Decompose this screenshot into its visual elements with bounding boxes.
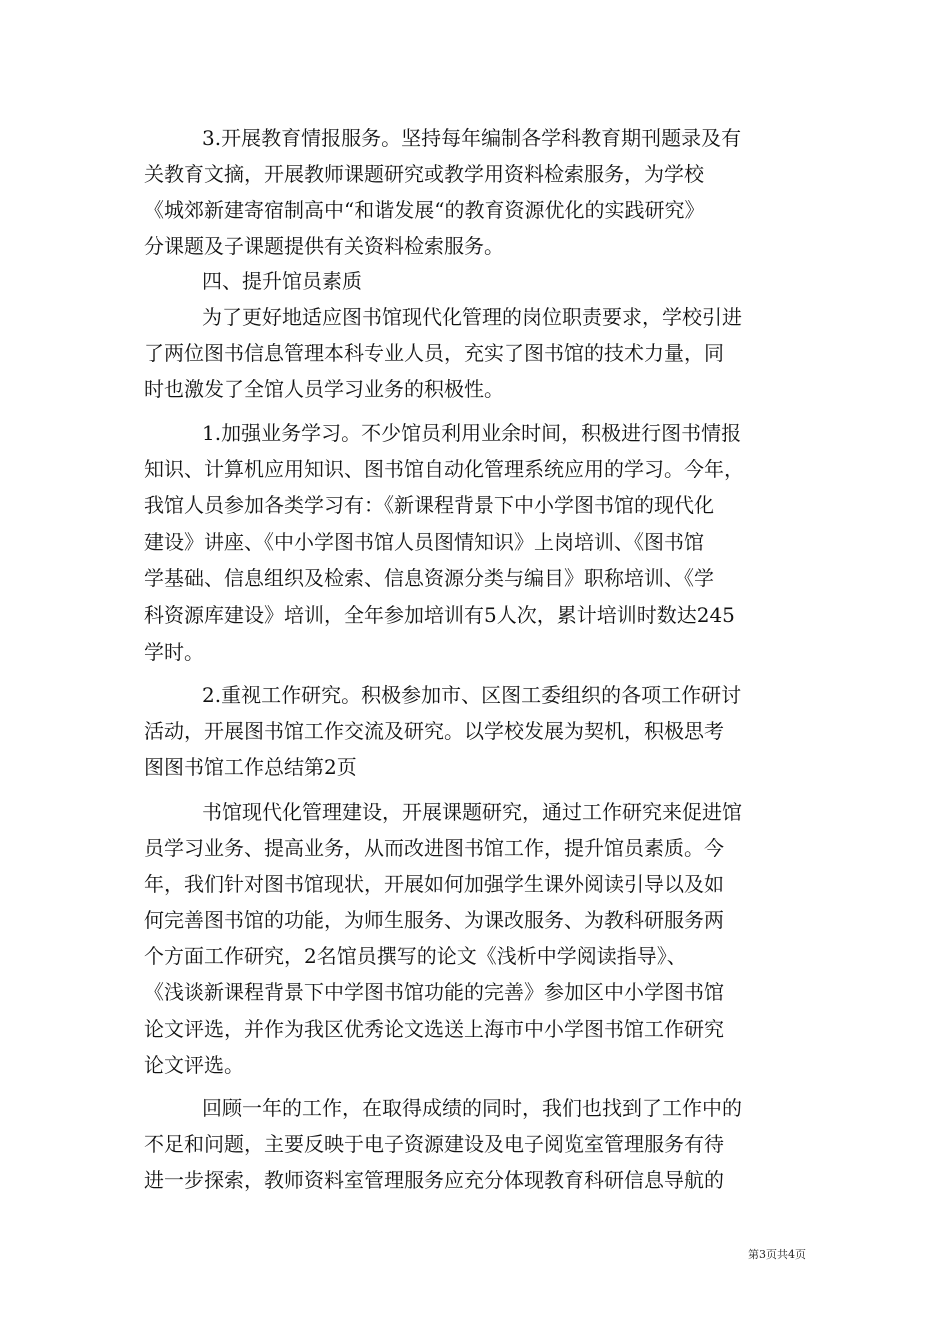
text-line: 我馆人员参加各类学习有：《新课程背景下中小学图书馆的现代化 bbox=[144, 493, 714, 517]
text-line: 3.开展教育情报服务。坚持每年编制各学科教育期刊题录及有 bbox=[202, 126, 742, 150]
text-line: 进一步探索，教师资料室管理服务应充分体现教育科研信息导航的 bbox=[144, 1168, 724, 1192]
text-line: 《城郊新建寄宿制高中“和谐发展“的教育资源优化的实践研究》 bbox=[144, 198, 705, 222]
page-break-marker: 图图书馆工作总结第2页 bbox=[144, 755, 357, 779]
section-heading: 四、提升馆员素质 bbox=[202, 269, 362, 293]
text-line: 2.重视工作研究。积极参加市、区图工委组织的各项工作研讨 bbox=[202, 683, 742, 707]
text-line: 学时。 bbox=[144, 640, 204, 664]
text-line: 书馆现代化管理建设，开展课题研究，通过工作研究来促进馆 bbox=[202, 800, 742, 824]
text-line: 《浅谈新课程背景下中学图书馆功能的完善》参加区中小学图书馆 bbox=[144, 980, 724, 1004]
text-line: 关教育文摘，开展教师课题研究或教学用资料检索服务，为学校 bbox=[144, 162, 704, 186]
text-line: 个方面工作研究，2名馆员撰写的论文《浅析中学阅读指导》、 bbox=[144, 944, 687, 968]
text-line: 为了更好地适应图书馆现代化管理的岗位职责要求，学校引进 bbox=[202, 305, 742, 329]
text-line: 论文评选。 bbox=[144, 1053, 244, 1077]
text-line: 分课题及子课题提供有关资料检索服务。 bbox=[144, 234, 504, 258]
text-line: 年，我们针对图书馆现状，开展如何加强学生课外阅读引导以及如 bbox=[144, 872, 724, 896]
text-line: 不足和问题，主要反映于电子资源建设及电子阅览室管理服务有待 bbox=[144, 1132, 724, 1156]
text-line: 了两位图书信息管理本科专业人员，充实了图书馆的技术力量，同 bbox=[144, 341, 724, 365]
text-line: 回顾一年的工作，在取得成绩的同时，我们也找到了工作中的 bbox=[202, 1096, 742, 1120]
text-line: 论文评选，并作为我区优秀论文选送上海市中小学图书馆工作研究 bbox=[144, 1017, 724, 1041]
text-line: 1.加强业务学习。不少馆员利用业余时间，积极进行图书情报 bbox=[202, 421, 742, 445]
text-line: 时也激发了全馆人员学习业务的积极性。 bbox=[144, 377, 504, 401]
text-line: 活动，开展图书馆工作交流及研究。以学校发展为契机，积极思考 bbox=[144, 719, 724, 743]
text-line: 科资源库建设》培训，全年参加培训有5人次，累计培训时数达245 bbox=[144, 603, 735, 627]
page-number-footer: 第3页共4页 bbox=[748, 1248, 806, 1261]
text-line: 学基础、信息组织及检索、信息资源分类与编目》职称培训、《学 bbox=[144, 566, 714, 590]
text-line: 建设》讲座、《中小学图书馆人员图情知识》上岗培训、《图书馆 bbox=[144, 530, 704, 554]
text-line: 何完善图书馆的功能，为师生服务、为课改服务、为教科研服务两 bbox=[144, 908, 724, 932]
text-line: 知识、计算机应用知识、图书馆自动化管理系统应用的学习。今年， bbox=[144, 457, 744, 481]
text-line: 员学习业务、提高业务，从而改进图书馆工作，提升馆员素质。今 bbox=[144, 836, 724, 860]
